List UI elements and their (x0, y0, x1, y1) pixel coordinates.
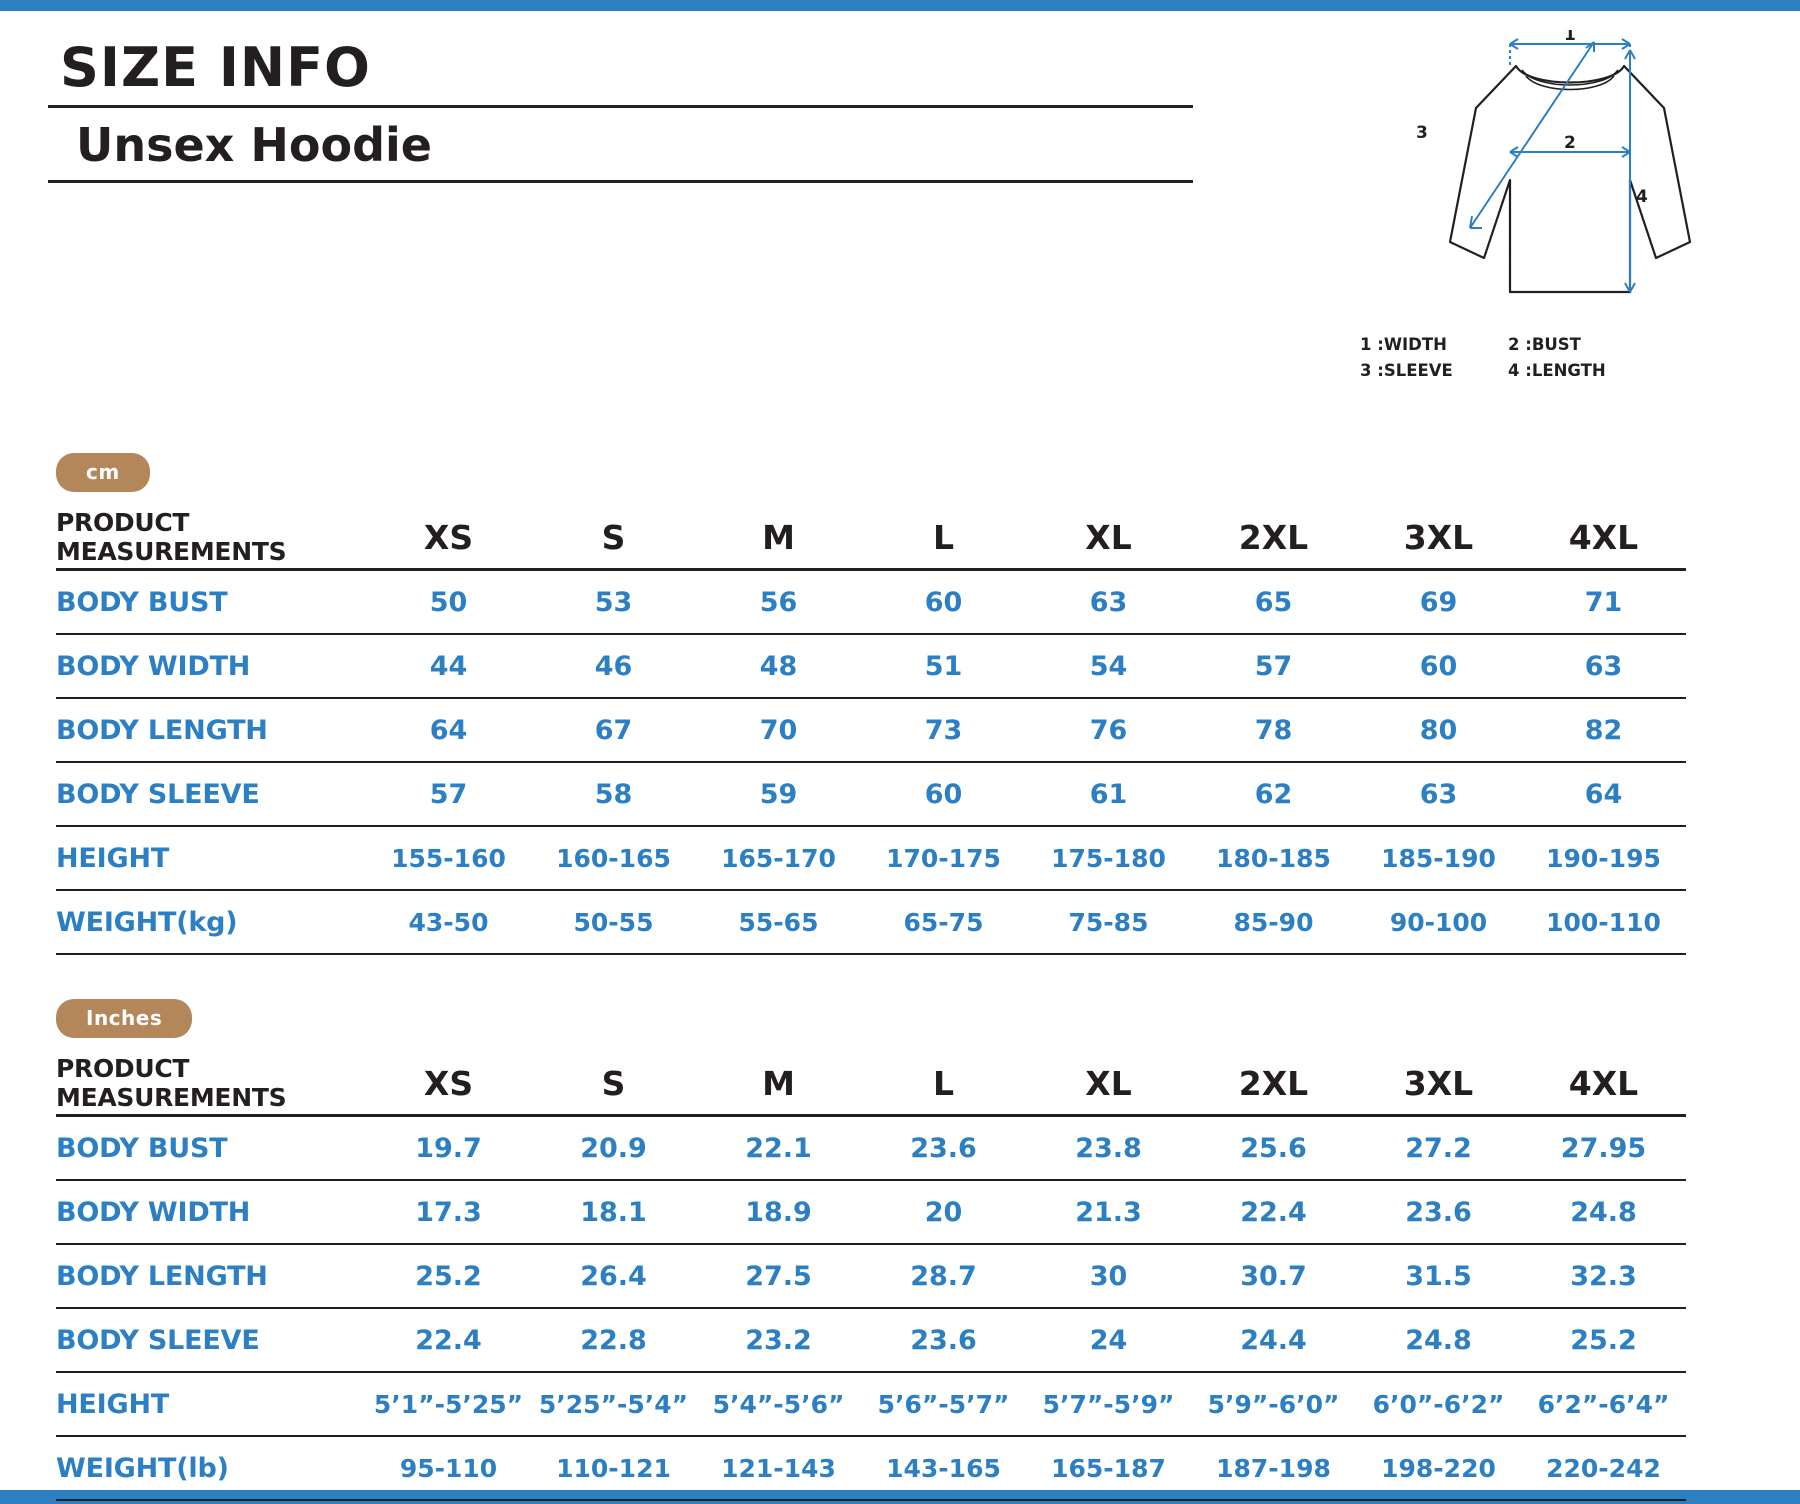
unit-pill-cm-wrapper (56, 453, 1752, 492)
cell: 170-175 (861, 826, 1026, 890)
cell: 27.2 (1356, 1116, 1521, 1181)
garment-diagram (1398, 30, 1738, 330)
cell: 165-170 (696, 826, 861, 890)
legend-row (1360, 332, 1660, 358)
cell: 61 (1026, 762, 1191, 826)
cell: 71 (1521, 570, 1686, 635)
cell: 51 (861, 634, 1026, 698)
page-title: SIZE INFO (60, 36, 371, 99)
cell: 57 (1191, 634, 1356, 698)
cell: 23.8 (1026, 1116, 1191, 1181)
column-header-2xl: 2XL (1191, 1052, 1356, 1116)
cell: 5’1”-5’25” (366, 1372, 531, 1436)
cell: 23.2 (696, 1308, 861, 1372)
column-header-s: S (531, 1052, 696, 1116)
cell: 73 (861, 698, 1026, 762)
column-header-measurements: PRODUCT MEASUREMENTS (56, 1052, 366, 1116)
column-header-m: M (696, 1052, 861, 1116)
row-label-body-sleeve: BODY SLEEVE (56, 1308, 366, 1372)
table-row (56, 1308, 1686, 1372)
cell: 43-50 (366, 890, 531, 954)
cell: 56 (696, 570, 861, 635)
column-header-l: L (861, 506, 1026, 570)
cell: 5’7”-5’9” (1026, 1372, 1191, 1436)
cell: 100-110 (1521, 890, 1686, 954)
row-label-body-width: BODY WIDTH (56, 634, 366, 698)
cell: 64 (1521, 762, 1686, 826)
top-accent-bar (0, 0, 1800, 11)
table-row (56, 1436, 1686, 1500)
title-divider-bottom (48, 180, 1193, 183)
table-row (56, 1116, 1686, 1181)
content-area (48, 30, 1752, 1501)
cell: 180-185 (1191, 826, 1356, 890)
legend-item-bust: 2 :BUST (1508, 335, 1581, 354)
cell: 6’0”-6’2” (1356, 1372, 1521, 1436)
column-header-measurements: PRODUCT MEASUREMENTS (56, 506, 366, 570)
cell: 23.6 (861, 1116, 1026, 1181)
column-header-3xl: 3XL (1356, 506, 1521, 570)
diagram-marker-1: 1 (1564, 30, 1576, 45)
cell: 25.2 (1521, 1308, 1686, 1372)
table-row (56, 1244, 1686, 1308)
cell: 64 (366, 698, 531, 762)
cell: 60 (861, 762, 1026, 826)
cell: 62 (1191, 762, 1356, 826)
cell: 70 (696, 698, 861, 762)
table-row (56, 570, 1686, 635)
cell: 22.4 (1191, 1180, 1356, 1244)
unit-badge-cm: cm (56, 453, 150, 492)
table-row (56, 634, 1686, 698)
table-header-row (56, 1052, 1686, 1116)
legend-item-length: 4 :LENGTH (1508, 360, 1606, 380)
row-label-body-length: BODY LENGTH (56, 698, 366, 762)
cell: 53 (531, 570, 696, 635)
cell: 69 (1356, 570, 1521, 635)
column-header-xl: XL (1026, 506, 1191, 570)
cell: 32.3 (1521, 1244, 1686, 1308)
size-table-cm (56, 506, 1686, 955)
table-header-row (56, 506, 1686, 570)
cell: 143-165 (861, 1436, 1026, 1500)
table-row (56, 698, 1686, 762)
cell: 198-220 (1356, 1436, 1521, 1500)
cell: 27.5 (696, 1244, 861, 1308)
cell: 23.6 (861, 1308, 1026, 1372)
header-block (48, 36, 1193, 183)
cell: 18.9 (696, 1180, 861, 1244)
row-label-body-bust: BODY BUST (56, 570, 366, 635)
cell: 25.2 (366, 1244, 531, 1308)
cell: 121-143 (696, 1436, 861, 1500)
cell: 24.8 (1356, 1308, 1521, 1372)
cell: 46 (531, 634, 696, 698)
column-header-m: M (696, 506, 861, 570)
cell: 90-100 (1356, 890, 1521, 954)
cell: 75-85 (1026, 890, 1191, 954)
column-header-2xl: 2XL (1191, 506, 1356, 570)
cell: 65 (1191, 570, 1356, 635)
cell: 175-180 (1026, 826, 1191, 890)
cell: 24.8 (1521, 1180, 1686, 1244)
cell: 110-121 (531, 1436, 696, 1500)
cell: 63 (1356, 762, 1521, 826)
cell: 59 (696, 762, 861, 826)
row-label-weight-kg: WEIGHT(kg) (56, 890, 366, 954)
cell: 20 (861, 1180, 1026, 1244)
cell: 19.7 (366, 1116, 531, 1181)
cell: 65-75 (861, 890, 1026, 954)
cell: 187-198 (1191, 1436, 1356, 1500)
column-header-4xl: 4XL (1521, 1052, 1686, 1116)
column-header-xl: XL (1026, 1052, 1191, 1116)
cell: 76 (1026, 698, 1191, 762)
unit-badge-inches: Inches (56, 999, 192, 1038)
cell: 5’25”-5’4” (531, 1372, 696, 1436)
cell: 22.8 (531, 1308, 696, 1372)
cell: 185-190 (1356, 826, 1521, 890)
table-row (56, 890, 1686, 954)
row-label-body-sleeve: BODY SLEEVE (56, 762, 366, 826)
cell: 80 (1356, 698, 1521, 762)
diagram-marker-3: 3 (1416, 123, 1428, 143)
table-row (56, 762, 1686, 826)
table-row (56, 826, 1686, 890)
legend-item-sleeve: 3 :SLEEVE (1360, 360, 1453, 380)
cell: 31.5 (1356, 1244, 1521, 1308)
cell: 165-187 (1026, 1436, 1191, 1500)
column-header-l: L (861, 1052, 1026, 1116)
cell: 55-65 (696, 890, 861, 954)
diagram-legend (1360, 332, 1660, 383)
cell: 63 (1026, 570, 1191, 635)
column-header-xs: XS (366, 506, 531, 570)
cell: 24.4 (1191, 1308, 1356, 1372)
column-header-3xl: 3XL (1356, 1052, 1521, 1116)
cell: 58 (531, 762, 696, 826)
cell: 60 (1356, 634, 1521, 698)
cell: 48 (696, 634, 861, 698)
cell: 21.3 (1026, 1180, 1191, 1244)
cell: 54 (1026, 634, 1191, 698)
size-table-inches (56, 1052, 1686, 1501)
cell: 25.6 (1191, 1116, 1356, 1181)
product-name: Unsex Hoodie (76, 118, 432, 172)
row-label-body-length: BODY LENGTH (56, 1244, 366, 1308)
title-divider-top (48, 105, 1193, 108)
cell: 20.9 (531, 1116, 696, 1181)
cell: 5’6”-5’7” (861, 1372, 1026, 1436)
column-header-4xl: 4XL (1521, 506, 1686, 570)
cell: 67 (531, 698, 696, 762)
legend-row (1360, 358, 1660, 384)
cell: 22.1 (696, 1116, 861, 1181)
cell: 95-110 (366, 1436, 531, 1500)
cell: 155-160 (366, 826, 531, 890)
cell: 5’9”-6’0” (1191, 1372, 1356, 1436)
column-header-s: S (531, 506, 696, 570)
cell: 5’4”-5’6” (696, 1372, 861, 1436)
column-header-xs: XS (366, 1052, 531, 1116)
cell: 22.4 (366, 1308, 531, 1372)
cell: 190-195 (1521, 826, 1686, 890)
legend-item-width: 1 :WIDTH (1360, 335, 1447, 354)
cell: 82 (1521, 698, 1686, 762)
cell: 57 (366, 762, 531, 826)
cell: 160-165 (531, 826, 696, 890)
cell: 44 (366, 634, 531, 698)
cell: 27.95 (1521, 1116, 1686, 1181)
cell: 24 (1026, 1308, 1191, 1372)
cell: 23.6 (1356, 1180, 1521, 1244)
row-label-weight-lb: WEIGHT(lb) (56, 1436, 366, 1500)
cell: 63 (1521, 634, 1686, 698)
cell: 85-90 (1191, 890, 1356, 954)
row-label-height: HEIGHT (56, 1372, 366, 1436)
cell: 220-242 (1521, 1436, 1686, 1500)
cell: 50-55 (531, 890, 696, 954)
unit-pill-inches-wrapper (56, 999, 1752, 1038)
diagram-marker-4: 4 (1636, 187, 1648, 207)
row-label-height: HEIGHT (56, 826, 366, 890)
cell: 26.4 (531, 1244, 696, 1308)
diagram-marker-2: 2 (1564, 133, 1576, 153)
cell: 6’2”-6’4” (1521, 1372, 1686, 1436)
table-row (56, 1372, 1686, 1436)
cell: 78 (1191, 698, 1356, 762)
cell: 60 (861, 570, 1026, 635)
cell: 18.1 (531, 1180, 696, 1244)
cell: 28.7 (861, 1244, 1026, 1308)
table-row (56, 1180, 1686, 1244)
row-label-body-bust: BODY BUST (56, 1116, 366, 1181)
cell: 17.3 (366, 1180, 531, 1244)
cell: 50 (366, 570, 531, 635)
cell: 30.7 (1191, 1244, 1356, 1308)
row-label-body-width: BODY WIDTH (56, 1180, 366, 1244)
cell: 30 (1026, 1244, 1191, 1308)
